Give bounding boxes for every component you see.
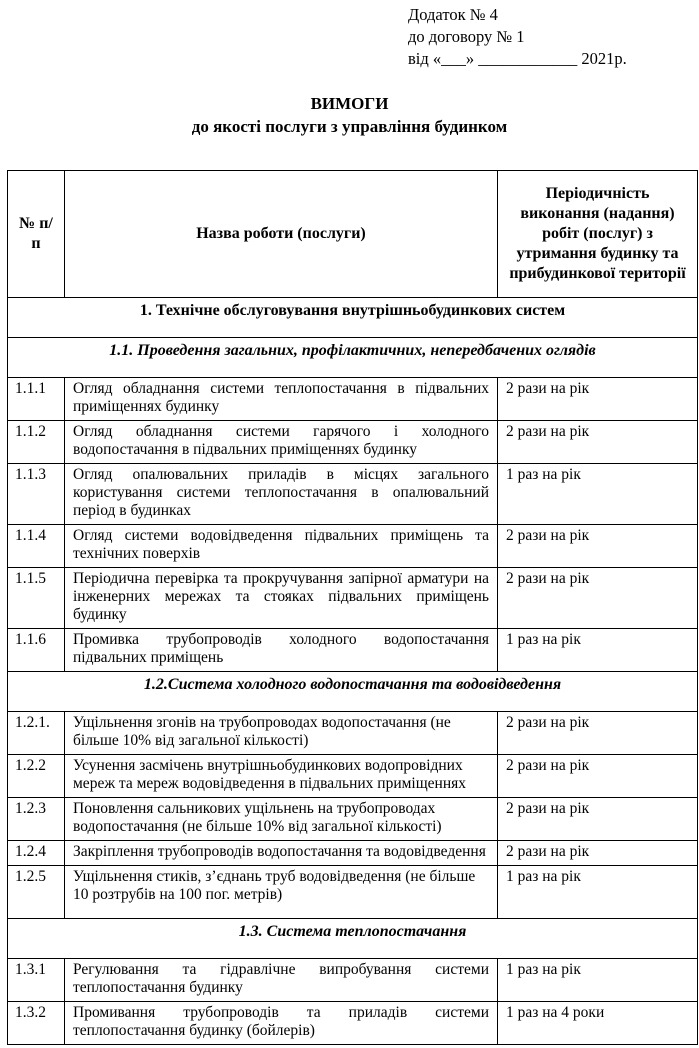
work-name-cell: Огляд опалювальних приладів в місцях загального користування системи теплопостачання в опалювальний період в будинках [65, 464, 498, 525]
row-number-cell: 1.1.6 [8, 629, 65, 672]
table-header-row [8, 171, 698, 298]
work-name-cell: Огляд обладнання системи гарячого і холодного водопостачання в підвальних приміщеннях будинку [65, 421, 498, 464]
work-name-cell: Ущільнення згонів на трубопроводах водопостачання (не більше 10% від загальної кількості) [65, 712, 498, 755]
periodicity-cell: 1 раз на рік [498, 464, 698, 525]
row-number-cell: 1.1.5 [8, 568, 65, 629]
annex-line: Додаток № 4 [408, 5, 498, 24]
periodicity-cell: 2 рази на рік [498, 841, 698, 866]
periodicity-cell: 1 раз на рік [498, 866, 698, 919]
row-number-cell: 1.3.1 [8, 959, 65, 1002]
annex-line: до договору № 1 [408, 27, 525, 46]
annex-block [408, 4, 627, 70]
work-name-cell: Регулювання та гідравлічне випробування системи теплопостачання будинку [65, 959, 498, 1002]
work-name-cell: Ущільнення стиків, з’єднань труб водовідведення (не більше 10 розтрубів на 100 пог. метрів) [65, 866, 498, 919]
row-number-cell: 1.2.3 [8, 798, 65, 841]
table-row [8, 841, 698, 866]
row-number-cell: 1.2.5 [8, 866, 65, 919]
column-header-work-name: Назва роботи (послуги) [65, 171, 498, 298]
column-header-periodicity: Періодичність виконання (надання) робіт (послуг) з утримання будинку та прибудинкової території [498, 171, 698, 298]
periodicity-cell: 2 рази на рік [498, 755, 698, 798]
section-heading: 1.1. Проведення загальних, профілактичних, непередбачених оглядів [8, 338, 698, 378]
table-row [8, 568, 698, 629]
table-row [8, 421, 698, 464]
work-name-cell: Огляд системи водовідведення підвальних приміщень та технічних поверхів [65, 525, 498, 568]
work-name-cell: Промивка трубопроводів холодного водопостачання підвальних приміщень [65, 629, 498, 672]
row-number-cell: 1.1.4 [8, 525, 65, 568]
row-number-cell: 1.2.2 [8, 755, 65, 798]
work-name-cell: Огляд обладнання системи теплопостачання в підвальних приміщеннях будинку [65, 378, 498, 421]
requirements-table [7, 170, 698, 1045]
work-name-cell: Усунення засмічень внутрішньобудинкових водопровідних мереж та мереж водовідведення в підвальних приміщеннях [65, 755, 498, 798]
section-heading: 1.3. Система теплопостачання [8, 919, 698, 959]
periodicity-cell: 1 раз на 4 роки [498, 1002, 698, 1045]
work-name-cell: Закріплення трубопроводів водопостачання та водовідведення [65, 841, 498, 866]
table-row [8, 464, 698, 525]
table-row [8, 866, 698, 919]
section-row [8, 298, 698, 338]
row-number-cell: 1.2.4 [8, 841, 65, 866]
section-row [8, 919, 698, 959]
row-number-cell: 1.1.2 [8, 421, 65, 464]
table-row [8, 1002, 698, 1045]
periodicity-cell: 2 рази на рік [498, 568, 698, 629]
table-row [8, 798, 698, 841]
table-row [8, 525, 698, 568]
periodicity-cell: 2 рази на рік [498, 712, 698, 755]
table-row [8, 629, 698, 672]
work-name-cell: Поновлення сальникових ущільнень на трубопроводах водопостачання (не більше 10% від загальної кількості) [65, 798, 498, 841]
table-row [8, 755, 698, 798]
periodicity-cell: 2 рази на рік [498, 798, 698, 841]
table-row [8, 959, 698, 1002]
document-subtitle: до якості послуги з управління будинком [191, 117, 508, 136]
periodicity-cell: 2 рази на рік [498, 378, 698, 421]
section-row [8, 338, 698, 378]
section-row [8, 672, 698, 712]
periodicity-cell: 2 рази на рік [498, 525, 698, 568]
row-number-cell: 1.1.3 [8, 464, 65, 525]
annex-line: від «___» ____________ 2021р. [408, 49, 627, 68]
section-heading: 1. Технічне обслуговування внутрішньобудинкових систем [8, 298, 698, 338]
table-row [8, 378, 698, 421]
row-number-cell: 1.3.2 [8, 1002, 65, 1045]
table-row [8, 712, 698, 755]
work-name-cell: Періодична перевірка та прокручування запірної арматури на інженерних мережах та стояках підвальних приміщень будинку [65, 568, 498, 629]
document-title: ВИМОГИ [310, 94, 389, 113]
work-name-cell: Промивання трубопроводів та приладів системи теплопостачання будинку (бойлерів) [65, 1002, 498, 1045]
column-header-number: № п/п [8, 171, 65, 298]
section-heading: 1.2.Система холодного водопостачання та водовідведення [8, 672, 698, 712]
periodicity-cell: 1 раз на рік [498, 629, 698, 672]
row-number-cell: 1.1.1 [8, 378, 65, 421]
document-title-block [0, 92, 699, 138]
periodicity-cell: 1 раз на рік [498, 959, 698, 1002]
periodicity-cell: 2 рази на рік [498, 421, 698, 464]
row-number-cell: 1.2.1. [8, 712, 65, 755]
